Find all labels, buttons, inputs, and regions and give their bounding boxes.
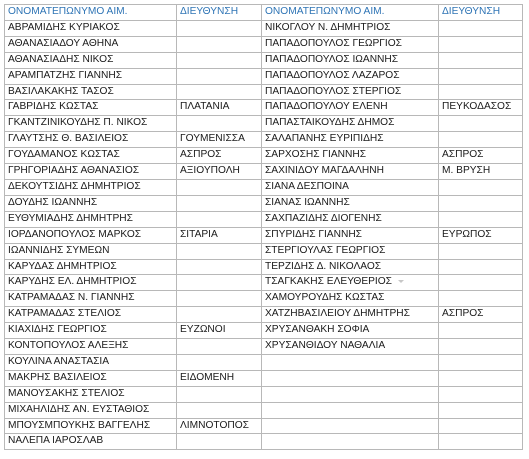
address-left-cell[interactable] bbox=[177, 291, 262, 307]
name-right-cell[interactable]: ΣΙΑΝΑΣ ΙΩΑΝΝΗΣ bbox=[262, 195, 439, 211]
table-row bbox=[5, 354, 523, 370]
table-row bbox=[5, 148, 523, 164]
table-row bbox=[5, 164, 523, 180]
address-left-cell[interactable] bbox=[177, 339, 262, 355]
name-right-cell[interactable]: ΣΠΥΡΙΔΗΣ ΓΙΑΝΝΗΣ bbox=[262, 227, 439, 243]
table-row bbox=[5, 307, 523, 323]
name-right-cell[interactable]: ΧΑΤΖΗΒΑΣΙΛΕΙΟΥ ΔΗΜΗΤΡΗΣ bbox=[262, 307, 439, 323]
name-left-cell[interactable]: ΓΡΗΓΟΡΙΑΔΗΣ ΑΘΑΝΑΣΙΟΣ bbox=[5, 164, 177, 180]
name-right-cell[interactable]: ΠΑΠΑΔΟΠΟΥΛΟΣ ΣΤΕΡΓΙΟΣ bbox=[262, 84, 439, 100]
name-right-cell[interactable]: ΤΣΑΓΚΑΚΗΣ ΕΛΕΥΘΕΡΙΟΣ bbox=[262, 275, 439, 291]
address-right-cell[interactable]: ΑΣΠΡΟΣ bbox=[439, 148, 523, 164]
name-left-cell[interactable]: ΚΟΝΤΟΠΟΥΛΟΣ ΑΛΕΞΗΣ bbox=[5, 339, 177, 355]
header-address-right[interactable]: ΔΙΕΥΘΥΝΣΗ bbox=[439, 5, 523, 21]
table-row bbox=[5, 68, 523, 84]
address-left-cell[interactable] bbox=[177, 52, 262, 68]
name-left-cell[interactable]: ΜΑΚΡΗΣ ΒΑΣΙΛΕΙΟΣ bbox=[5, 370, 177, 386]
table-row bbox=[5, 402, 523, 418]
address-left-cell[interactable] bbox=[177, 84, 262, 100]
header-row bbox=[5, 5, 523, 21]
address-right-cell[interactable] bbox=[439, 386, 523, 402]
header-address-left[interactable]: ΔΙΕΥΘΥΝΣΗ bbox=[177, 5, 262, 21]
header-name-left[interactable]: ΟΝΟΜΑΤΕΠΩΝΥΜΟ ΑΙΜ. bbox=[5, 5, 177, 21]
name-right-cell[interactable]: ΝΙΚΟΓΛΟΥ Ν. ΔΗΜΗΤΡΙΟΣ bbox=[262, 20, 439, 36]
address-left-cell[interactable] bbox=[177, 36, 262, 52]
name-left-cell[interactable]: ΚΑΡΥΔΗΣ ΕΛ. ΔΗΜΗΤΡΙΟΣ bbox=[5, 275, 177, 291]
address-left-cell[interactable] bbox=[177, 275, 262, 291]
name-left-cell[interactable]: ΜΠΟΥΣΜΠΟΥΚΗΣ ΒΑΓΓΕΛΗΣ bbox=[5, 418, 177, 434]
table-row bbox=[5, 418, 523, 434]
name-left-cell[interactable]: ΚΟΥΛΙΝΑ ΑΝΑΣΤΑΣΙΑ bbox=[5, 354, 177, 370]
table-row bbox=[5, 339, 523, 355]
name-left-cell[interactable]: ΒΑΣΙΛΑΚΑΚΗΣ ΤΑΣΟΣ bbox=[5, 84, 177, 100]
name-left-cell[interactable]: ΜΙΧΑΗΛΙΔΗΣ ΑΝ. ΕΥΣΤΑΘΙΟΣ bbox=[5, 402, 177, 418]
address-right-cell[interactable]: ΑΣΠΡΟΣ bbox=[439, 307, 523, 323]
address-left-cell[interactable] bbox=[177, 179, 262, 195]
dropdown-arrow-icon[interactable] bbox=[398, 280, 404, 283]
table-row bbox=[5, 100, 523, 116]
table-row bbox=[5, 132, 523, 148]
address-right-cell[interactable] bbox=[439, 370, 523, 386]
table-row bbox=[5, 323, 523, 339]
address-left-cell[interactable] bbox=[177, 434, 262, 450]
address-left-cell[interactable] bbox=[177, 354, 262, 370]
address-left-cell[interactable] bbox=[177, 68, 262, 84]
name-left-cell[interactable]: ΑΘΑΝΑΣΙΑΔΗΣ ΝΙΚΟΣ bbox=[5, 52, 177, 68]
name-right-cell[interactable]: ΧΡΥΣΑΝΘΙΔΟΥ ΝΑΘΑΛΙΑ bbox=[262, 339, 439, 355]
table-row bbox=[5, 386, 523, 402]
name-left-cell[interactable]: ΚΙΑΧΙΔΗΣ ΓΕΩΡΓΙΟΣ bbox=[5, 323, 177, 339]
address-right-cell[interactable] bbox=[439, 259, 523, 275]
name-right-cell[interactable]: ΣΑΡΧΟΣΗΣ ΓΙΑΝΝΗΣ bbox=[262, 148, 439, 164]
address-left-cell[interactable] bbox=[177, 20, 262, 36]
table-row bbox=[5, 84, 523, 100]
address-right-cell[interactable] bbox=[439, 36, 523, 52]
address-left-cell[interactable]: ΕΙΔΟΜΕΝΗ bbox=[177, 370, 262, 386]
name-left-cell[interactable]: ΔΟΥΔΗΣ ΙΩΑΝΝΗΣ bbox=[5, 195, 177, 211]
address-right-cell[interactable] bbox=[439, 68, 523, 84]
name-right-cell[interactable]: ΣΑΧΙΝΙΔΟΥ ΜΑΓΔΑΛΗΝΗ bbox=[262, 164, 439, 180]
address-right-cell[interactable] bbox=[439, 291, 523, 307]
address-left-cell[interactable]: ΣΙΤΑΡΙΑ bbox=[177, 227, 262, 243]
name-right-cell[interactable]: ΧΡΥΣΑΝΘΑΚΗ ΣΟΦΙΑ bbox=[262, 323, 439, 339]
name-left-cell[interactable]: ΕΥΘΥΜΙΑΔΗΣ ΔΗΜΗΤΡΗΣ bbox=[5, 211, 177, 227]
name-left-cell[interactable]: ΚΑΡΥΔΑΣ ΔΗΜΗΤΡΙΟΣ bbox=[5, 259, 177, 275]
name-left-cell[interactable]: ΑΒΡΑΜΙΔΗΣ ΚΥΡΙΑΚΟΣ bbox=[5, 20, 177, 36]
name-left-cell[interactable]: ΑΡΑΜΠΑΤΖΗΣ ΓΙΑΝΝΗΣ bbox=[5, 68, 177, 84]
table-row bbox=[5, 275, 523, 291]
address-left-cell[interactable] bbox=[177, 116, 262, 132]
address-right-cell[interactable] bbox=[439, 434, 523, 450]
address-right-cell[interactable] bbox=[439, 418, 523, 434]
address-right-cell[interactable] bbox=[439, 195, 523, 211]
name-left-cell[interactable]: ΓΚΑΝΤΖΙΝΙΚΟΥΔΗΣ Π. ΝΙΚΟΣ bbox=[5, 116, 177, 132]
table-row bbox=[5, 434, 523, 450]
table-row bbox=[5, 116, 523, 132]
donor-table bbox=[4, 4, 523, 450]
address-right-cell[interactable] bbox=[439, 20, 523, 36]
address-right-cell[interactable] bbox=[439, 52, 523, 68]
name-right-cell[interactable]: ΠΑΠΑΔΟΠΟΥΛΟΣ ΙΩΑΝΝΗΣ bbox=[262, 52, 439, 68]
address-right-cell[interactable] bbox=[439, 339, 523, 355]
address-left-cell[interactable] bbox=[177, 402, 262, 418]
address-right-cell[interactable]: ΕΥΡΩΠΟΣ bbox=[439, 227, 523, 243]
header-name-right[interactable]: ΟΝΟΜΑΤΕΠΩΝΥΜΟ ΑΙΜ. bbox=[262, 5, 439, 21]
table-row bbox=[5, 179, 523, 195]
address-right-cell[interactable] bbox=[439, 243, 523, 259]
name-right-cell[interactable]: ΣΑΧΠΑΖΙΔΗΣ ΔΙΟΓΕΝΗΣ bbox=[262, 211, 439, 227]
table-row bbox=[5, 36, 523, 52]
address-left-cell[interactable] bbox=[177, 259, 262, 275]
address-right-cell[interactable] bbox=[439, 354, 523, 370]
address-left-cell[interactable]: ΠΛΑΤΑΝΙΑ bbox=[177, 100, 262, 116]
address-left-cell[interactable]: ΑΞΙΟΥΠΟΛΗ bbox=[177, 164, 262, 180]
table-body bbox=[5, 20, 523, 449]
address-right-cell[interactable] bbox=[439, 323, 523, 339]
name-right-cell[interactable] bbox=[262, 354, 439, 370]
table-row bbox=[5, 195, 523, 211]
address-right-cell[interactable] bbox=[439, 402, 523, 418]
table-row bbox=[5, 52, 523, 68]
address-left-cell[interactable]: ΛΙΜΝΟΤΟΠΟΣ bbox=[177, 418, 262, 434]
name-left-cell[interactable]: ΙΟΡΔΑΝΟΠΟΥΛΟΣ ΜΑΡΚΟΣ bbox=[5, 227, 177, 243]
address-right-cell[interactable] bbox=[439, 211, 523, 227]
name-left-cell[interactable]: ΝΑΛΕΠΑ ΙΑΡΟΣΛΑΒ bbox=[5, 434, 177, 450]
table-row bbox=[5, 20, 523, 36]
name-left-cell[interactable]: ΙΩΑΝΝΙΔΗΣ ΣΥΜΕΩΝ bbox=[5, 243, 177, 259]
address-left-cell[interactable]: ΓΟΥΜΕΝΙΣΣΑ bbox=[177, 132, 262, 148]
name-left-cell[interactable]: ΜΑΝΟΥΣΑΚΗΣ ΣΤΕΛΙΟΣ bbox=[5, 386, 177, 402]
address-left-cell[interactable] bbox=[177, 386, 262, 402]
address-left-cell[interactable] bbox=[177, 243, 262, 259]
name-right-cell[interactable] bbox=[262, 402, 439, 418]
name-right-cell[interactable] bbox=[262, 386, 439, 402]
address-right-cell[interactable]: Μ. ΒΡΥΣΗ bbox=[439, 164, 523, 180]
name-left-cell[interactable]: ΑΘΑΝΑΣΙΑΔΟΥ ΑΘΗΝΑ bbox=[5, 36, 177, 52]
address-left-cell[interactable] bbox=[177, 211, 262, 227]
name-right-cell[interactable] bbox=[262, 418, 439, 434]
table-row bbox=[5, 243, 523, 259]
name-right-cell[interactable]: ΠΑΠΑΔΟΠΟΥΛΟΣ ΓΕΩΡΓΙΟΣ bbox=[262, 36, 439, 52]
name-right-cell[interactable]: ΣΙΑΝΑ ΔΕΣΠΟΙΝΑ bbox=[262, 179, 439, 195]
address-right-cell[interactable] bbox=[439, 116, 523, 132]
table-row bbox=[5, 259, 523, 275]
address-right-cell[interactable] bbox=[439, 179, 523, 195]
name-right-cell[interactable]: ΠΑΠΑΔΟΠΟΥΛΟΥ ΕΛΕΝΗ bbox=[262, 100, 439, 116]
address-left-cell[interactable] bbox=[177, 307, 262, 323]
table-row bbox=[5, 370, 523, 386]
table-row bbox=[5, 291, 523, 307]
name-right-cell[interactable]: ΠΑΠΑΔΟΠΟΥΛΟΣ ΛΑΖΑΡΟΣ bbox=[262, 68, 439, 84]
address-left-cell[interactable]: ΕΥΖΩΝΟΙ bbox=[177, 323, 262, 339]
name-right-cell[interactable] bbox=[262, 370, 439, 386]
name-right-cell[interactable]: ΧΑΜΟΥΡΟΥΔΗΣ ΚΩΣΤΑΣ bbox=[262, 291, 439, 307]
name-right-cell[interactable]: ΠΑΠΑΣΤΑΙΚΟΥΔΗΣ ΔΗΜΟΣ bbox=[262, 116, 439, 132]
name-left-cell[interactable]: ΓΛΑΥΤΣΗΣ Θ. ΒΑΣΙΛΕΙΟΣ bbox=[5, 132, 177, 148]
address-right-cell[interactable] bbox=[439, 84, 523, 100]
name-left-cell[interactable]: ΓΑΒΡΙΔΗΣ ΚΩΣΤΑΣ bbox=[5, 100, 177, 116]
table-row bbox=[5, 227, 523, 243]
name-left-cell[interactable]: ΚΑΤΡΑΜΑΔΑΣ Ν. ΓΙΑΝΝΗΣ bbox=[5, 291, 177, 307]
table-row bbox=[5, 211, 523, 227]
address-right-cell[interactable]: ΠΕΥΚΟΔΑΣΟΣ bbox=[439, 100, 523, 116]
address-left-cell[interactable] bbox=[177, 195, 262, 211]
name-left-cell[interactable]: ΚΑΤΡΑΜΑΔΑΣ ΣΤΕΛΙΟΣ bbox=[5, 307, 177, 323]
address-right-cell[interactable] bbox=[439, 275, 523, 291]
name-right-cell[interactable]: ΣΤΕΡΓΙΟΥΛΑΣ ΓΕΩΡΓΙΟΣ bbox=[262, 243, 439, 259]
name-right-cell[interactable] bbox=[262, 434, 439, 450]
name-left-cell[interactable]: ΓΟΥΔΑΜΑΝΟΣ ΚΩΣΤΑΣ bbox=[5, 148, 177, 164]
address-right-cell[interactable] bbox=[439, 132, 523, 148]
name-right-cell[interactable]: ΤΕΡΖΙΔΗΣ Δ. ΝΙΚΟΛΑΟΣ bbox=[262, 259, 439, 275]
name-right-cell[interactable]: ΣΑΛΑΠΑΝΗΣ ΕΥΡΙΠΙΔΗΣ bbox=[262, 132, 439, 148]
address-left-cell[interactable]: ΑΣΠΡΟΣ bbox=[177, 148, 262, 164]
name-left-cell[interactable]: ΔΕΚΟΥΤΣΙΔΗΣ ΔΗΜΗΤΡΙΟΣ bbox=[5, 179, 177, 195]
